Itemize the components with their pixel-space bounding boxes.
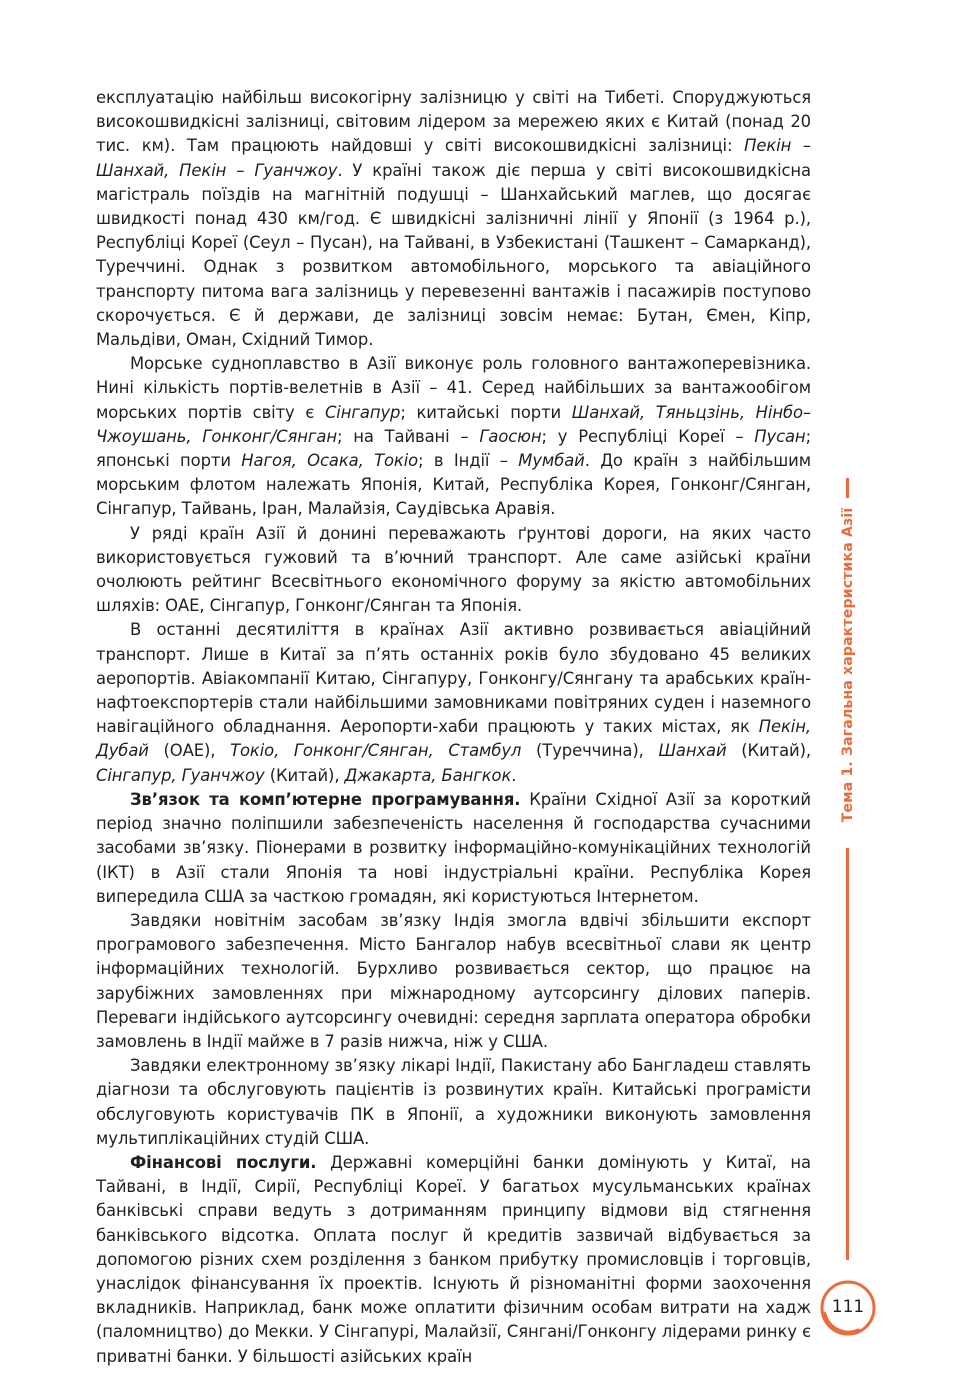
text-run: В останні десятиліття в країнах Азії активно розвивається авіаційний транспорт. Лише в Китаї за п’ять останніх років було збудовано 45 великих аеропортів. Авіакомпанії Китаю, Сінгапуру, Гонконгу/Сянгану та арабських країн-нафтоекспортерів стали найбільшими замовниками повітряних суден і наземного навігаційного обладнання. Аеропорти-хаби працюють у таких містах, як <box>96 620 811 737</box>
text-run: ; в Індії – <box>418 451 519 471</box>
text-run-italic: Токіо, Гонконг/Сянган, Стамбул <box>230 741 522 761</box>
text-run: (ОАЕ), <box>148 741 231 761</box>
chapter-side-tab <box>836 498 860 832</box>
paragraph <box>96 1151 811 1369</box>
text-run: Завдяки новітнім засобам зв’язку Індія змогла вдвічі збільшити експорт програмового забезпечення. Місто Бангалор набув всесвітньої слави як центр інформаційних технологій. Бурхливо розвивається сектор, що працює на зарубіжних замовленнях при міжнародному аутсорсингу ділових паперів. Переваги індійського аутсорсингу очевидні: середня зарплата оператора обробки замовлень в Індії майже в 7 разів нижча, ніж у США. <box>96 910 811 1051</box>
text-run: ; японські порти <box>96 426 811 471</box>
text-run-italic: Пекін, Дубай <box>96 717 811 761</box>
page-number-badge <box>818 1278 878 1338</box>
text-run: . У країні також діє перша у світі високошвидкісна магістраль поїздів на магнітній подушці – Шанхайський маглев, що досягає швидкості понад 430 км/год. Є швидкісні залізничні лінії у Японії (з 1964 р.), Республіці Кореї (Сеул – Пусан), на Тайвані, в Узбекистані (Ташкент – Самарканд), Туреччині. Однак з розвитком автомобільного, морського та авіаційного транспорту питома вага залізниць у перевезенні вантажів і пасажирів поступово скорочується. Є й держави, де залізниці зовсім немає: Бутан, Ємен, Кіпр, Мальдіви, Оман, Східний Тимор. <box>96 160 811 350</box>
text-run: ; на Тайвані – <box>336 426 480 446</box>
text-run-italic: Гаосюн <box>479 426 542 446</box>
paragraph <box>96 86 811 352</box>
text-run: (Китай), <box>726 741 811 761</box>
text-run: (Китай), <box>264 765 345 785</box>
chapter-label: Тема 1. Загальна характеристика Азії <box>840 507 856 823</box>
side-rule-top <box>846 478 849 498</box>
paragraph <box>96 522 811 619</box>
text-run: (Туреччина), <box>521 741 659 761</box>
text-run: У ряді країн Азії й донині переважають ґрунтові дороги, на яких часто використовується гужовий та в’ючний транспорт. Але саме азійські країни очолюють рейтинг Всесвітнього економічного форуму за якістю автомобільних шляхів: ОАЕ, Сінгапур, Гонконг/Сянган та Японія. <box>96 523 811 616</box>
paragraph <box>96 788 811 909</box>
page-number: 111 <box>831 1297 865 1317</box>
text-run-italic: Нагоя, Осака, Токіо <box>241 451 419 471</box>
text-run-italic: Сінгапур <box>324 402 401 422</box>
text-run-italic: Пусан <box>754 426 806 446</box>
text-run: ; китайські порти <box>400 402 572 422</box>
text-run-italic: Шанхай <box>658 741 727 761</box>
paragraph <box>96 352 811 521</box>
text-run: Завдяки електронному зв’язку лікарі Індії, Пакистану або Бангладеш ставлять діагнози та обслуговують пацієнтів із розвинутих країн. Китайські програмісти обслуговують користувачів ПК в Японії, а художники виконують замовлення мультиплікаційних студій США. <box>96 1056 811 1148</box>
text-run-italic: Джакарта, Бангкок <box>344 765 512 785</box>
text-run: Країни Східної Азії за короткий період значно поліпшили забезпеченість населення й господарства сучасними засобами зв’язку. Піонерами в розвитку інформаційно-комунікаційних технологій (ІКТ) в Азії стали Японія та нові індустріальні країни. Республіка Корея випередила США за часткою громадян, які користуються Інтернетом. <box>96 789 811 906</box>
text-run: експлуатацію найбільш високогірну залізницю у світі на Тибеті. Споруджуються високошвидкісні залізниці, світовим лідером за мережею яких є Китай (понад 20 тис. км). Там працюють найдовші у світі високошвидкісні залізниці: <box>96 88 811 156</box>
text-run: Державні комерційні банки домінують у Китаї, на Тайвані, в Індії, Сирії, Республіці Кореї. У багатьох мусульманських країнах банківські справи ведуть з дотриманням принципу відмови від стягнення банківського відсотка. Оплата послуг й кредитів зазвичай відбувається за допомогою різних схем розділення з банком прибутку промисловців і торговців, унаслідок фінансування їх проектів. Існують й різноманітні форми заохочення вкладників. Наприклад, банк може оплатити фізичним особам витрати на хадж (паломництво) до Мекки. У Сінгапурі, Малайзії, Сянгані/Гонконгу лідерами ринку є приватні банки. У більшості азійських країн <box>96 1152 811 1366</box>
text-run-italic: Шанхай, Тяньцзінь, Нінбо–Чжоушань, Гонконг/Сянган <box>96 402 811 446</box>
paragraph <box>96 909 811 1054</box>
body-text <box>96 86 811 1369</box>
paragraph <box>96 1054 811 1151</box>
text-run-italic: Пекін – Шанхай, Пекін – Гуанчжоу <box>96 136 811 180</box>
text-run: ; у Республіці Кореї – <box>541 426 755 446</box>
text-run: . <box>511 765 517 785</box>
text-run: . До країн з найбільшим морським флотом належать Японія, Китай, Республіка Корея, Гонконг/Сянган, Сінгапур, Тайвань, Іран, Малайзія, Саудівська Аравія. <box>96 451 811 519</box>
side-rule-bottom <box>846 848 849 1260</box>
text-run: Морське судноплавство в Азії виконує роль головного вантажоперевізника. Нині кількість портів-велетнів в Азії – 41. Серед найбільших за вантажообігом морських портів світу є <box>96 354 811 422</box>
text-run-italic: Мумбай <box>518 451 585 471</box>
section-heading-inline: Фінансові послуги. <box>130 1152 317 1172</box>
text-run-italic: Сінгапур, Гуанчжоу <box>96 765 265 785</box>
section-heading-inline: Зв’язок та комп’ютерне програмування. <box>130 789 521 809</box>
paragraph <box>96 618 811 787</box>
